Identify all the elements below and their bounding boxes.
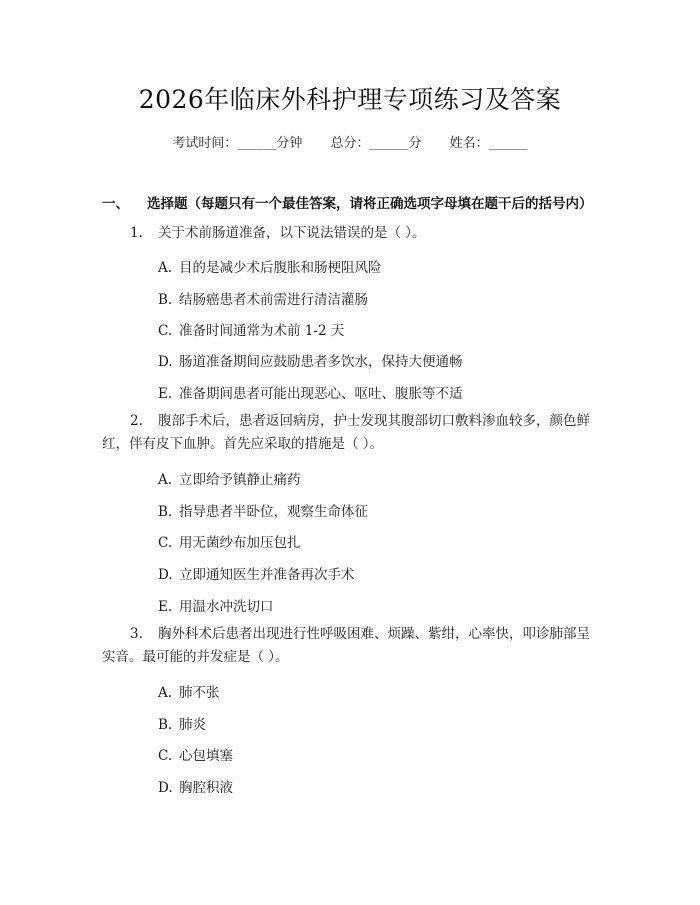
option-text: 准备时间通常为术前 1-2 天 xyxy=(179,323,345,339)
page-title: 2026年临床外科护理专项练习及答案 xyxy=(138,85,562,114)
question-1 xyxy=(102,222,602,245)
option-text: 用无菌纱布加压包扎 xyxy=(179,535,301,551)
option-1e xyxy=(158,382,463,402)
option-text: 立即给予镇静止痛药 xyxy=(179,472,301,488)
option-2a xyxy=(158,468,301,488)
option-text: 胸腔积液 xyxy=(179,780,233,796)
exam-time: 考试时间：______分钟 xyxy=(172,136,303,151)
option-3a xyxy=(158,681,220,701)
option-letter: A. xyxy=(158,472,173,488)
option-3d xyxy=(158,776,233,796)
option-text: 立即通知医生并准备再次手术 xyxy=(179,567,355,583)
question-stem: 腹部手术后，患者返回病房，护士发现其腹部切口敷料渗血较多，颜色鲜红，伴有皮下血肿。首先应采取的措施是（ ）。 xyxy=(102,413,590,452)
option-3b xyxy=(158,713,206,733)
option-text: 结肠癌患者术前需进行清洁灌肠 xyxy=(179,292,368,308)
total-score: 总分：______分 xyxy=(330,136,422,151)
option-text: 肺不张 xyxy=(179,685,220,701)
option-text: 准备期间患者可能出现恶心、呕吐、腹胀等不适 xyxy=(179,386,463,402)
exam-meta xyxy=(0,132,700,151)
option-1b xyxy=(158,288,368,308)
question-number: 2. xyxy=(130,413,143,429)
option-letter: D. xyxy=(158,567,173,583)
option-letter: B. xyxy=(158,504,173,520)
option-text: 心包填塞 xyxy=(179,748,233,764)
option-text: 目的是减少术后腹胀和肠梗阻风险 xyxy=(179,260,382,276)
option-2c xyxy=(158,531,301,551)
option-2d xyxy=(158,563,355,583)
option-letter: C. xyxy=(158,748,173,764)
section-number: 一、 xyxy=(102,196,129,212)
question-number: 1. xyxy=(130,225,143,241)
option-1c xyxy=(158,319,344,339)
section-heading xyxy=(102,192,593,212)
option-letter: E. xyxy=(158,386,173,402)
option-letter: A. xyxy=(158,260,173,276)
option-text: 肺炎 xyxy=(179,717,206,733)
question-number: 3. xyxy=(130,626,143,642)
option-letter: B. xyxy=(158,292,173,308)
option-3c xyxy=(158,744,233,764)
option-text: 用温水冲洗切口 xyxy=(179,599,274,615)
option-letter: D. xyxy=(158,354,173,370)
question-stem: 关于术前肠道准备，以下说法错误的是（ ）。 xyxy=(158,225,426,241)
option-letter: D. xyxy=(158,780,173,796)
option-text: 指导患者半卧位，观察生命体征 xyxy=(179,504,368,520)
option-2b xyxy=(158,500,368,520)
option-letter: C. xyxy=(158,323,173,339)
option-2e xyxy=(158,595,274,615)
option-letter: A. xyxy=(158,685,173,701)
option-1a xyxy=(158,256,382,276)
option-text: 肠道准备期间应鼓励患者多饮水，保持大便通畅 xyxy=(179,354,463,370)
option-letter: C. xyxy=(158,535,173,551)
section-title: 选择题（每题只有一个最佳答案，请将正确选项字母填在题干后的括号内） xyxy=(147,196,593,212)
question-3 xyxy=(102,623,602,669)
student-name: 姓名：______ xyxy=(449,136,528,151)
option-letter: B. xyxy=(158,717,173,733)
option-letter: E. xyxy=(158,599,173,615)
question-stem: 胸外科术后患者出现进行性呼吸困难、烦躁、紫绀，心率快，叩诊肺部呈实音。最可能的并发症是（ ）。 xyxy=(102,626,590,665)
option-1d xyxy=(158,350,463,370)
question-2 xyxy=(102,410,602,456)
